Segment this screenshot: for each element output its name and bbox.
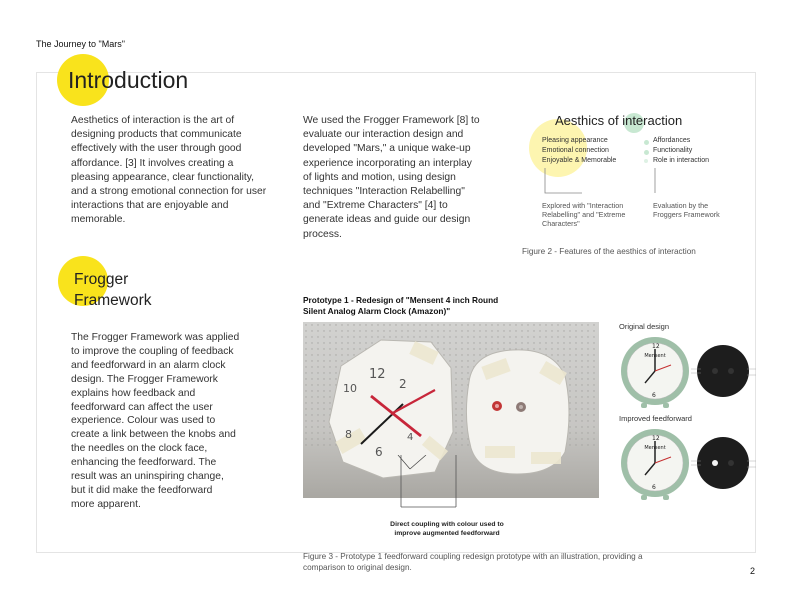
text-line: affordance. [3] It involves creating a [71,157,234,169]
text-line: process. [303,228,342,240]
caption-line: Figure 3 - Prototype 1 feedforward coupling redesign prototype with an illustration, providing a [303,552,643,561]
list-item: Pleasing appearance [542,137,608,144]
list-item: Enjoyable & Memorable [542,157,617,164]
clock-number: 12 [652,343,660,350]
aesthetics-right-list [653,136,709,166]
text-line: experience. Colour was used to [71,415,216,427]
figure-3-caption [303,551,643,573]
text-line: explains how feedback and [71,387,196,399]
text-line: more apparent. [71,498,141,510]
text-line: feedforward can affect the user [71,401,213,413]
title-line: Prototype 1 - Redesign of "Mensent 4 inch Round [303,295,499,305]
text-line: to improve the coupling of feedback [71,345,234,357]
text-line: We used the Frogger Framework [8] to [303,115,480,126]
note-line: Evaluation by the [653,201,709,210]
text-line: design. The Frogger Framework [71,373,218,385]
figure-2-caption: Figure 2 - Features of the aesthics of interaction [522,247,696,256]
clock-number: 12 [369,367,386,382]
annotation-line: improve augmented feedforward [394,529,500,537]
text-line: experience incorporating an interplay [303,157,472,169]
text-line: generate ideas and guide our design [303,214,471,226]
introduction-column-2 [303,114,503,242]
clock-number: 6 [652,484,656,491]
aesthetics-left-note [542,201,625,228]
text-line: evaluate our interaction design and [303,129,464,141]
original-design-illustration [617,333,757,409]
clock-number: 12 [652,435,660,442]
prototype-title [303,295,498,317]
frogger-body [71,331,271,512]
page-number: 2 [750,566,756,576]
brand-label: Mensent [644,353,666,359]
running-header: The Journey to "Mars" [36,39,125,49]
text-line: and a strong emotional connection for user [71,186,267,198]
list-item: Role in interaction [653,157,710,164]
text-line: The Frogger Framework was applied [71,332,240,343]
improved-feedforward-illustration [617,425,757,501]
text-line: and "Extreme Characters" [4] to [303,200,448,212]
improved-feedforward-label: Improved feedforward [619,414,692,423]
original-design-label: Original design [619,322,670,331]
aesthetics-title: Aesthics of interaction [555,113,683,128]
text-line: result was an uninspiring change, [71,471,224,483]
text-line: Aesthetics of interaction is the art of [71,115,235,126]
text-line: the needles on the clock face, [71,443,208,455]
text-line: pleasing appearance, clear functionality, [71,171,254,183]
annotation-text [372,521,522,538]
annotation-line: Direct coupling with colour used to [390,521,504,528]
aesthetics-diagram [520,105,750,265]
title-line: Silent Analog Alarm Clock (Amazon)" [303,306,451,316]
aesthetics-left-list [542,136,616,166]
text-line: interactions that are enjoyable and [71,200,229,212]
clock-number: 4 [407,432,414,443]
frogger-heading [74,269,152,311]
text-line: create a link between the knobs and [71,429,236,441]
list-item: Functionality [653,147,693,154]
text-line: of lights and motion, using design [303,171,456,183]
caption-line: comparison to original design. [303,563,412,572]
clock-number: 6 [652,392,656,399]
introduction-heading: Introduction [68,67,189,93]
note-line: Relabelling" and "Extreme [542,210,626,219]
text-line: techniques "Interaction Relabelling" [303,186,465,198]
text-line: memorable. [71,214,126,226]
text-line: and feedforward in an alarm clock [71,359,226,371]
brand-label: Mensent [644,445,666,451]
annotation-bracket [390,455,510,517]
aesthetics-right-note [653,201,720,219]
note-line: Characters" [542,219,580,228]
text-line: developed "Mars," a unique wake-up [303,143,471,155]
clock-number: 6 [375,445,383,459]
text-line: designing products that communicate [71,129,242,141]
clock-number: 2 [399,377,407,391]
clock-number: 10 [343,382,357,395]
list-item: Affordances [653,137,691,144]
clock-number: 8 [345,428,352,441]
diagram-connectors [520,105,750,265]
list-item: Emotional connection [542,147,609,154]
text-line: enhancing the feedforward. The [71,457,217,469]
introduction-column-1 [71,114,296,228]
heading-line: Frogger [74,271,129,288]
heading-line: Framework [74,292,152,309]
note-line: Explored with "Interaction [542,201,624,210]
text-line: but it did make the feedforward [71,484,213,496]
note-line: Froggers Framework [653,210,720,219]
text-line: effectively with the user through good [71,143,242,155]
